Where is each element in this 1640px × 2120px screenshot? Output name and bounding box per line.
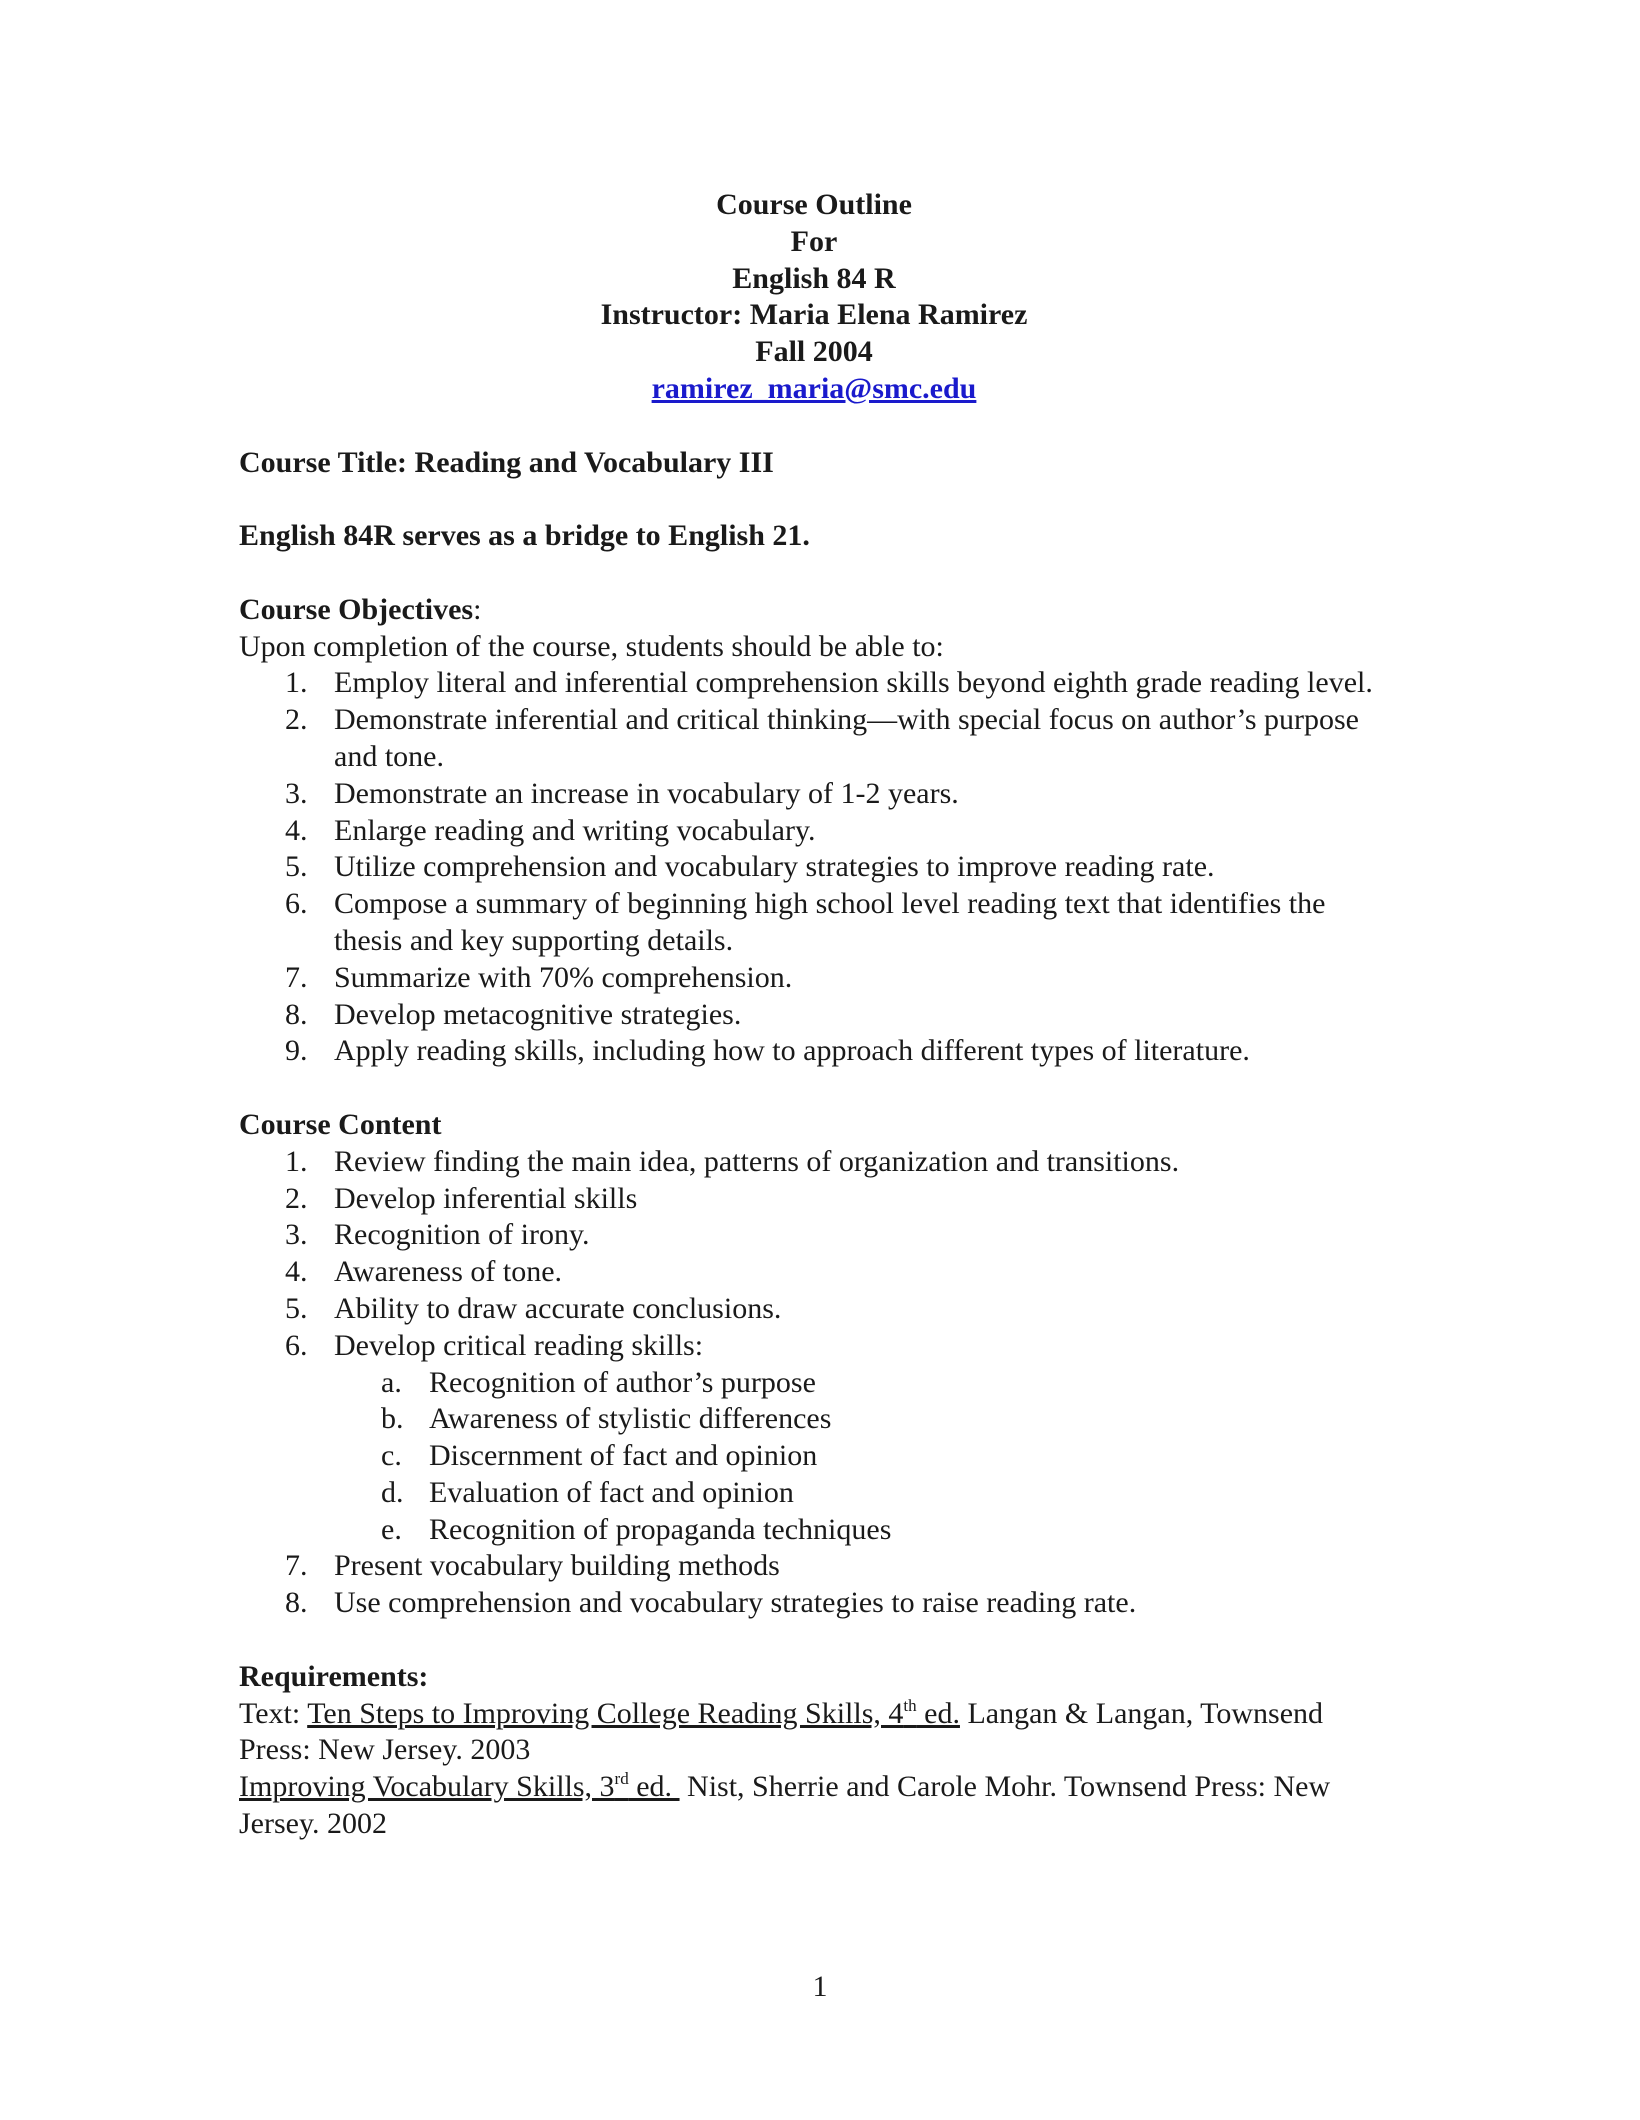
book-title-2-edition: ed. xyxy=(628,1770,680,1804)
document-body xyxy=(239,187,1389,1843)
list-item-number: 5. xyxy=(285,1291,308,1325)
content-list xyxy=(239,1144,1389,1622)
sub-list-item-letter: d. xyxy=(381,1475,404,1509)
sub-list-item xyxy=(239,1512,1389,1549)
objectives-list xyxy=(239,665,1389,1070)
list-item-text: Awareness of tone. xyxy=(334,1255,563,1289)
sub-list-item xyxy=(239,1365,1389,1402)
content-heading: Course Content xyxy=(239,1107,442,1141)
book-title-1-ordinal: th xyxy=(903,1695,917,1715)
header-term: Fall 2004 xyxy=(755,335,873,369)
list-item-text: Present vocabulary building methods xyxy=(334,1549,780,1583)
list-item-number: 3. xyxy=(285,776,308,810)
list-item-number: 8. xyxy=(285,997,308,1031)
list-item xyxy=(239,1217,1389,1254)
sub-list-item-text: Recognition of propaganda techniques xyxy=(429,1512,892,1546)
list-item xyxy=(239,1291,1389,1328)
list-item xyxy=(239,1254,1389,1291)
list-item-text: Develop critical reading skills: xyxy=(334,1328,704,1362)
list-item-number: 2. xyxy=(285,1181,308,1215)
book-title-1 xyxy=(307,1697,960,1730)
list-item-number: 6. xyxy=(285,1328,308,1362)
list-item-number: 4. xyxy=(285,1255,308,1289)
list-item xyxy=(239,665,1389,702)
course-title: Course Title: Reading and Vocabulary III xyxy=(239,445,774,479)
book-2-publisher: Nist, Sherrie and Carole Mohr. Townsend Press: New Jersey. 2002 xyxy=(239,1770,1331,1841)
sub-list-item xyxy=(239,1438,1389,1475)
list-item-text: Recognition of irony. xyxy=(334,1218,590,1252)
list-item-number: 7. xyxy=(285,1549,308,1583)
objectives-heading-text: Course Objectives xyxy=(239,592,474,626)
requirements-heading: Requirements: xyxy=(239,1659,429,1693)
list-item-text: Employ literal and inferential comprehension skills beyond eighth grade reading level. xyxy=(334,666,1373,700)
list-item-number: 2. xyxy=(285,703,308,737)
objectives-heading xyxy=(239,592,1389,629)
sub-list-item-text: Evaluation of fact and opinion xyxy=(429,1475,794,1509)
list-item-number: 5. xyxy=(285,850,308,884)
sub-list-item-letter: c. xyxy=(381,1439,402,1473)
list-item xyxy=(239,776,1389,813)
list-item xyxy=(239,849,1389,886)
list-item-text: Develop inferential skills xyxy=(334,1181,638,1215)
list-item xyxy=(239,997,1389,1034)
list-item xyxy=(239,702,1389,776)
list-item-text: Apply reading skills, including how to approach different types of literature. xyxy=(334,1034,1250,1068)
header-course-code: English 84 R xyxy=(732,261,896,295)
sub-list-item xyxy=(239,1401,1389,1438)
text-label: Text: xyxy=(239,1696,308,1730)
list-item-text: Review finding the main idea, patterns of organization and transitions. xyxy=(334,1144,1180,1178)
instructor-email-link[interactable]: ramirez_maria@smc.edu xyxy=(651,371,977,405)
list-item xyxy=(239,813,1389,850)
book-1-publisher: Langan & Langan, Townsend Press: New Jersey. 2003 xyxy=(239,1696,1324,1767)
sub-list-item-text: Recognition of author’s purpose xyxy=(429,1365,816,1399)
list-item xyxy=(239,1033,1389,1070)
critical-reading-sublist xyxy=(334,1365,1389,1549)
header-for: For xyxy=(790,224,838,258)
list-item xyxy=(239,960,1389,997)
page-number: 1 xyxy=(812,1970,828,2003)
sub-list-item-text: Discernment of fact and opinion xyxy=(429,1439,818,1473)
book-title-2 xyxy=(239,1770,680,1803)
list-item-text: Ability to draw accurate conclusions. xyxy=(334,1291,782,1325)
list-item-number: 3. xyxy=(285,1218,308,1252)
list-item-number: 1. xyxy=(285,1144,308,1178)
sub-list-item xyxy=(239,1475,1389,1512)
list-item xyxy=(239,1144,1389,1181)
course-header xyxy=(239,187,1389,408)
list-item-text: Compose a summary of beginning high school level reading text that identifies the thesis and key supporting details. xyxy=(334,887,1326,957)
list-item-number: 4. xyxy=(285,813,308,847)
list-item-text: Utilize comprehension and vocabulary strategies to improve reading rate. xyxy=(334,850,1215,884)
list-item-number: 9. xyxy=(285,1034,308,1068)
list-item-text: Use comprehension and vocabulary strategies to raise reading rate. xyxy=(334,1586,1137,1620)
list-item-number: 8. xyxy=(285,1586,308,1620)
sub-list-item-text: Awareness of stylistic differences xyxy=(429,1402,832,1436)
objectives-intro: Upon completion of the course, students should be able to: xyxy=(239,629,944,663)
list-item-number: 6. xyxy=(285,887,308,921)
sub-list-item-letter: b. xyxy=(381,1402,404,1436)
list-item-text: Summarize with 70% comprehension. xyxy=(334,960,793,994)
list-item-text: Demonstrate an increase in vocabulary of 1-2 years. xyxy=(334,776,959,810)
book-title-1-edition: ed. xyxy=(916,1696,960,1730)
list-item xyxy=(239,1181,1389,1218)
header-title: Course Outline xyxy=(716,188,912,221)
bridge-statement: English 84R serves as a bridge to English 21. xyxy=(239,519,810,553)
header-instructor: Instructor: Maria Elena Ramirez xyxy=(600,298,1028,332)
book-title-2-ordinal: rd xyxy=(614,1769,629,1789)
book-title-2-text: Improving Vocabulary Skills, 3 xyxy=(239,1770,615,1804)
list-item-number: 1. xyxy=(285,666,308,700)
list-item-text: Develop metacognitive strategies. xyxy=(334,997,742,1031)
book-title-1-text: Ten Steps to Improving College Reading Skills, 4 xyxy=(307,1696,904,1730)
list-item xyxy=(239,886,1389,960)
sub-list-item-letter: e. xyxy=(381,1512,402,1546)
requirements-textbook-2 xyxy=(239,1769,1389,1843)
list-item-number: 7. xyxy=(285,960,308,994)
list-item xyxy=(239,1548,1389,1585)
list-item-text: Enlarge reading and writing vocabulary. xyxy=(334,813,816,847)
list-item-text: Demonstrate inferential and critical thinking—with special focus on author’s purpose and tone. xyxy=(334,703,1359,773)
list-item xyxy=(239,1328,1389,1549)
list-item xyxy=(239,1585,1389,1622)
sub-list-item-letter: a. xyxy=(381,1365,402,1399)
objectives-heading-colon: : xyxy=(473,592,482,626)
requirements-textbook-1 xyxy=(239,1696,1389,1770)
